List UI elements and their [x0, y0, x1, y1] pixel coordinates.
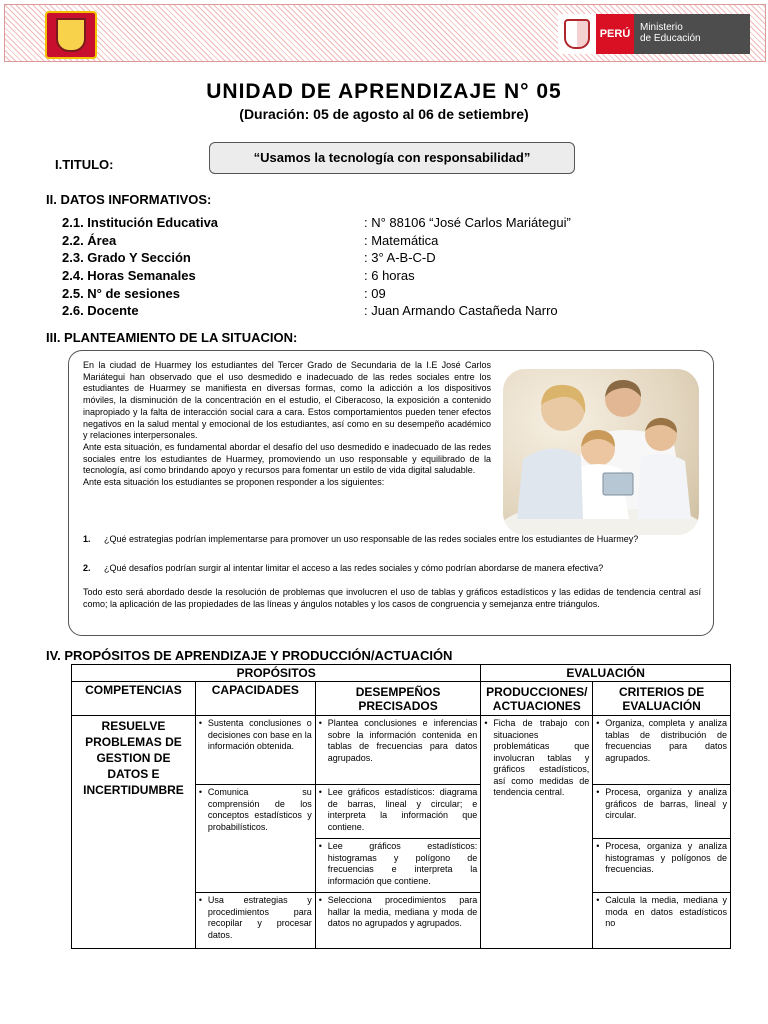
- section-situacion-label: III. PLANTEAMIENTO DE LA SITUACION:: [46, 330, 298, 345]
- desempeno-cell: • Selecciona procedimientos para hallar la media, mediana y moda de datos no agrupados y agrupados.: [315, 893, 481, 949]
- competencia-text: RESUELVE PROBLEMAS DE GESTION DE DATOS E INCERTIDUMBRE: [83, 719, 184, 797]
- produccion-cell: • Ficha de trabajo con situaciones problemáticas que involucran tablas y gráficos estadísticos, así como medidas de tendencia central.: [481, 716, 593, 949]
- info-row: 2.1. Institución Educativa : N° 88106 “José Carlos Mariátegui”: [62, 215, 571, 230]
- desempeno-cell: • Plantea conclusiones e inferencias sobre la información contenida en tablas de frecuencias para datos agrupados.: [315, 716, 481, 785]
- col-producciones: PRODUCCIONES/ ACTUACIONES: [481, 682, 593, 716]
- desempeno-cell: • Lee gráficos estadísticos: diagrama de barras, lineal y circular; e interpreta la información que contiene.: [315, 785, 481, 839]
- criterio-cell: • Procesa, organiza y analiza gráficos de barras, lineal y circular.: [593, 785, 731, 839]
- col-desempenos: DESEMPEÑOS PRECISADOS: [315, 682, 481, 716]
- capacidad-cell: • Usa estrategias y procedimientos para recopilar y procesar datos.: [195, 893, 315, 949]
- info-row: 2.2. Área : Matemática: [62, 233, 439, 248]
- situation-text: En la ciudad de Huarmey los estudiantes del Tercer Grado de Secundaria de la I.E José Carlos Mariátegui han observado que el uso desmedido e inadecuado de las redes sociales entre los estudiantes de Huarmey se manifiesta en diversas formas, como la adicción a los dispositivos móviles, la disminución de la concentración en el estudio, el Ciberacoso, la exposición a contenido inapropiado y la falta de interacción social cara a cara. Estos comportamientos pueden tener efectos negativos en la salud mental y emocional de los estudiantes, así como en su desempeño académico y relaciones interpersonales. Ante esta situación, es fundamental abordar el desafío del uso desmedido e inadecuado de las redes sociales entre los estudiantes de Huarmey, promoviendo un uso responsable y equilibrado de la tecnología, así como brindando apoyo y recursos para fomentar un estilo de vida digital saludable. Ante esta situación los estudiantes se proponen responder a los siguientes:: [83, 360, 491, 488]
- criterio-cell: • Calcula la media, mediana y moda en datos estadísticos no: [593, 893, 731, 949]
- question-item: 1. ¿Qué estrategias podrían implementarse para promover un uso responsable de las redes sociales entre los estudiantes de Huarmey?: [83, 534, 639, 544]
- info-row: 2.4. Horas Semanales : 6 horas: [62, 268, 415, 283]
- unit-title-box: “Usamos la tecnología con responsabilidad”: [209, 142, 575, 174]
- peru-shield-icon: [558, 14, 596, 54]
- ministry-name: Ministerio de Educación: [634, 14, 750, 54]
- competencia-cell: [72, 716, 196, 949]
- col-capacidades: CAPACIDADES: [195, 682, 315, 716]
- ministry-logo: [558, 14, 750, 54]
- section-datos-label: II. DATOS INFORMATIVOS:: [46, 192, 212, 207]
- capacidad-cell: • Sustenta conclusiones o decisiones con base en la información obtenida.: [195, 716, 315, 785]
- col-competencias: COMPETENCIAS: [72, 682, 196, 716]
- school-logo: [45, 11, 97, 59]
- situation-box: [68, 350, 714, 636]
- purposes-table: [71, 664, 731, 949]
- head-propositos: PROPÓSITOS: [72, 665, 481, 682]
- desempeno-cell: • Lee gráficos estadísticos: histogramas y polígono de frecuencias e interpreta la información que contiene.: [315, 839, 481, 893]
- section-propositos-label: IV. PROPÓSITOS DE APRENDIZAJE Y PRODUCCIÓN/ACTUACIÓN: [46, 648, 453, 663]
- situation-closing: Todo esto será abordado desde la resolución de problemas que involucren el uso de tablas y gráficos estadísticos y las edidas de tendencia central así como; la aplicación de las propiedades de las líneas y ángulos notables y los casos de congruencia y semejanza entre triángulos.: [83, 587, 701, 609]
- info-row: 2.5. N° de sesiones : 09: [62, 286, 386, 301]
- question-item: 2. ¿Qué desafíos podrían surgir al intentar limitar el acceso a las redes sociales y cómo podrían abordarse de manera efectiva?: [83, 563, 604, 573]
- criterio-cell: • Procesa, organiza y analiza histogramas y polígonos de frecuencias.: [593, 839, 731, 893]
- header-banner: [4, 4, 766, 62]
- head-evaluacion: EVALUACIÓN: [481, 665, 731, 682]
- section-titulo-label: I.TITULO:: [55, 157, 114, 172]
- family-photo: [503, 369, 699, 535]
- ministry-country: PERÚ: [596, 14, 634, 54]
- col-criterios: CRITERIOS DE EVALUACIÓN: [593, 682, 731, 716]
- info-row: 2.6. Docente : Juan Armando Castañeda Narro: [62, 303, 558, 318]
- capacidad-cell: • Comunica su comprensión de los conceptos estadísticos y probabilísticos.: [195, 785, 315, 893]
- criterio-cell: • Organiza, completa y analiza tablas de distribución de frecuencias para datos agrupados.: [593, 716, 731, 785]
- document-title: UNIDAD DE APRENDIZAJE N° 05: [206, 80, 562, 103]
- document-duration: (Duración: 05 de agosto al 06 de setiembre): [239, 106, 529, 122]
- info-row: 2.3. Grado Y Sección : 3° A-B-C-D: [62, 250, 436, 265]
